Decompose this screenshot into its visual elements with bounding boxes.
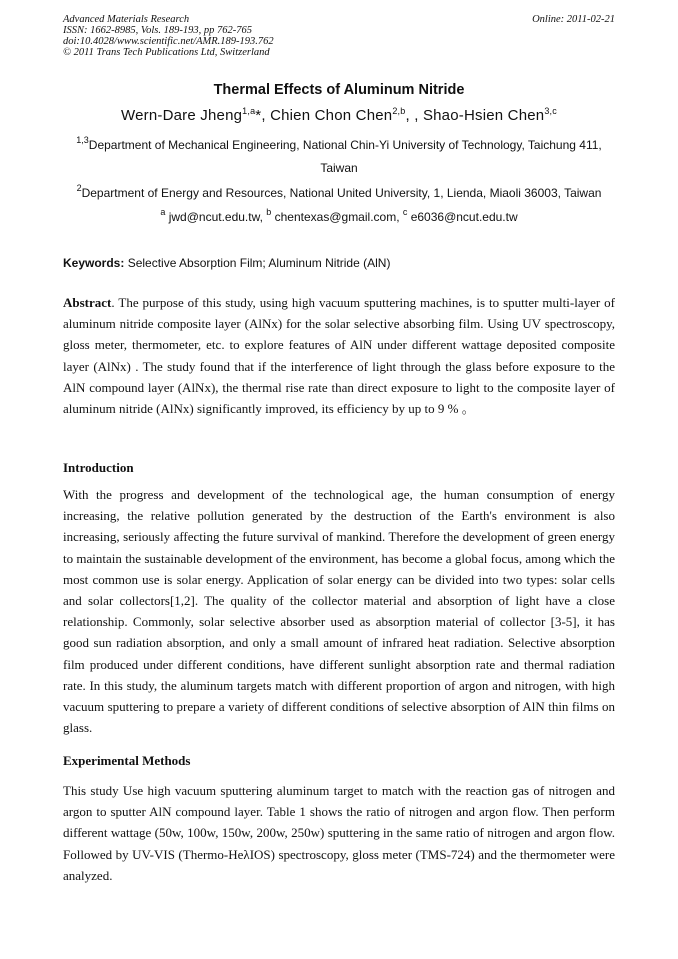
- introduction-heading: Introduction: [63, 460, 134, 475]
- author-separator: , ,: [405, 107, 423, 124]
- abstract-text: . The purpose of this study, using high vacuum sputtering machines, is to sputter multi-layer of aluminum nitride composite layer (AlNx) for the solar selective absorbing film. Using UV spectroscopy, gloss meter, thermometer, etc. to explore features of AlN under different wattage deposited composite layer (AlNx) . The study found that if the interference of light through the glass before exposure to the AlN compound layer (AlNx), the thermal rise rate than direct exposure to light to the composite layer of aluminum nitride (AlNx) significantly improved, its efficiency by up to 9 % 。: [63, 295, 615, 417]
- paper-title: Thermal Effects of Aluminum Nitride: [213, 82, 465, 98]
- keywords: [63, 256, 390, 270]
- introduction-paragraph: With the progress and development of the technological age, the human consumption of energy increasing, the relative pollution generated by the destruction of the Earth's environment is also increasing, seriously affecting the future survival of mankind. Therefore the development of green energy to maintain the sustainable development of the environment, has become a global focus, among which the most common use is solar energy. Application of solar energy can be divided into two types: solar cells and solar collectors[1,2]. The quality of the collector material and absorption of light have a close relationship. Commonly, solar selective absorber used as absorption material of collector [3-5], it has good sun radiation absorption, and only a small amount of infrared heat radiation. Selective absorption film produced under different conditions, have different sunlight absorption rate and thermal radiation rate. In this study, the aluminum targets match with different proportion of argon and nitrogen, with high vacuum sputtering to prepare a variety of different conditions of selective absorption of AlN thin films on glass.: [63, 487, 615, 736]
- affiliation-sup: 1,3: [76, 135, 89, 145]
- email-sup: a: [160, 207, 166, 217]
- author-name: Shao-Hsien Chen: [422, 107, 545, 124]
- experimental-heading: Experimental Methods: [63, 753, 191, 768]
- author-emails: [0, 207, 678, 224]
- corresponding-mark: *,: [255, 107, 271, 124]
- copyright-line: © 2011 Trans Tech Publications Ltd, Switzerland: [63, 47, 270, 58]
- email-link[interactable]: jwd@ncut.edu.tw,: [165, 210, 267, 224]
- author-affil-sup: 3,c: [544, 106, 557, 116]
- email-sup: c: [402, 207, 408, 217]
- affiliation-sup: 2: [76, 183, 82, 193]
- issn-line: ISSN: 1662-8985, Vols. 189-193, pp 762-765: [63, 25, 252, 36]
- email-link[interactable]: e6036@ncut.edu.tw: [407, 210, 518, 224]
- affiliation-text: Department of Energy and Resources, National United University, 1, Lienda, Miaoli 36003, Taiwan: [81, 186, 602, 200]
- doi-line: doi:10.4028/www.scientific.net/AMR.189-193.762: [63, 36, 274, 47]
- journal-header: [63, 14, 615, 58]
- experimental-paragraph: This study Use high vacuum sputtering aluminum target to match with the reaction gas of nitrogen and argon to sputter AlN compound layer. Table 1 shows the ratio of nitrogen and argon flow. Then perform different wattage (50w, 100w, 150w, 200w, 250w) sputtering in the same ratio of nitrogen and argon flow. Followed by UV-VIS (Thermo-HeλIOS) spectroscopy, gloss meter (TMS-724) and the thermometer were analyzed.: [63, 783, 615, 883]
- affiliation-text: Department of Mechanical Engineering, National Chin-Yi University of Technology, Taichung 411, Taiwan: [88, 138, 602, 175]
- keywords-label: Keywords:: [63, 256, 125, 270]
- affiliation-2: [63, 182, 615, 205]
- journal-name: Advanced Materials Research: [63, 14, 190, 25]
- online-date: Online: 2011-02-21: [532, 14, 615, 25]
- abstract: [63, 292, 615, 419]
- author-name: Chien Chon Chen: [270, 107, 393, 124]
- email-sup: b: [266, 207, 272, 217]
- affiliation-1: [63, 134, 615, 180]
- author-affil-sup: 1,a: [242, 106, 256, 116]
- author-name: Wern-Dare Jheng: [121, 107, 243, 124]
- abstract-label: Abstract: [63, 295, 112, 310]
- keywords-text: Selective Absorption Film; Aluminum Nitride (AlN): [124, 256, 391, 270]
- email-link[interactable]: chentexas@gmail.com,: [271, 210, 403, 224]
- author-affil-sup: 2,b: [392, 106, 406, 116]
- author-list: [0, 107, 678, 124]
